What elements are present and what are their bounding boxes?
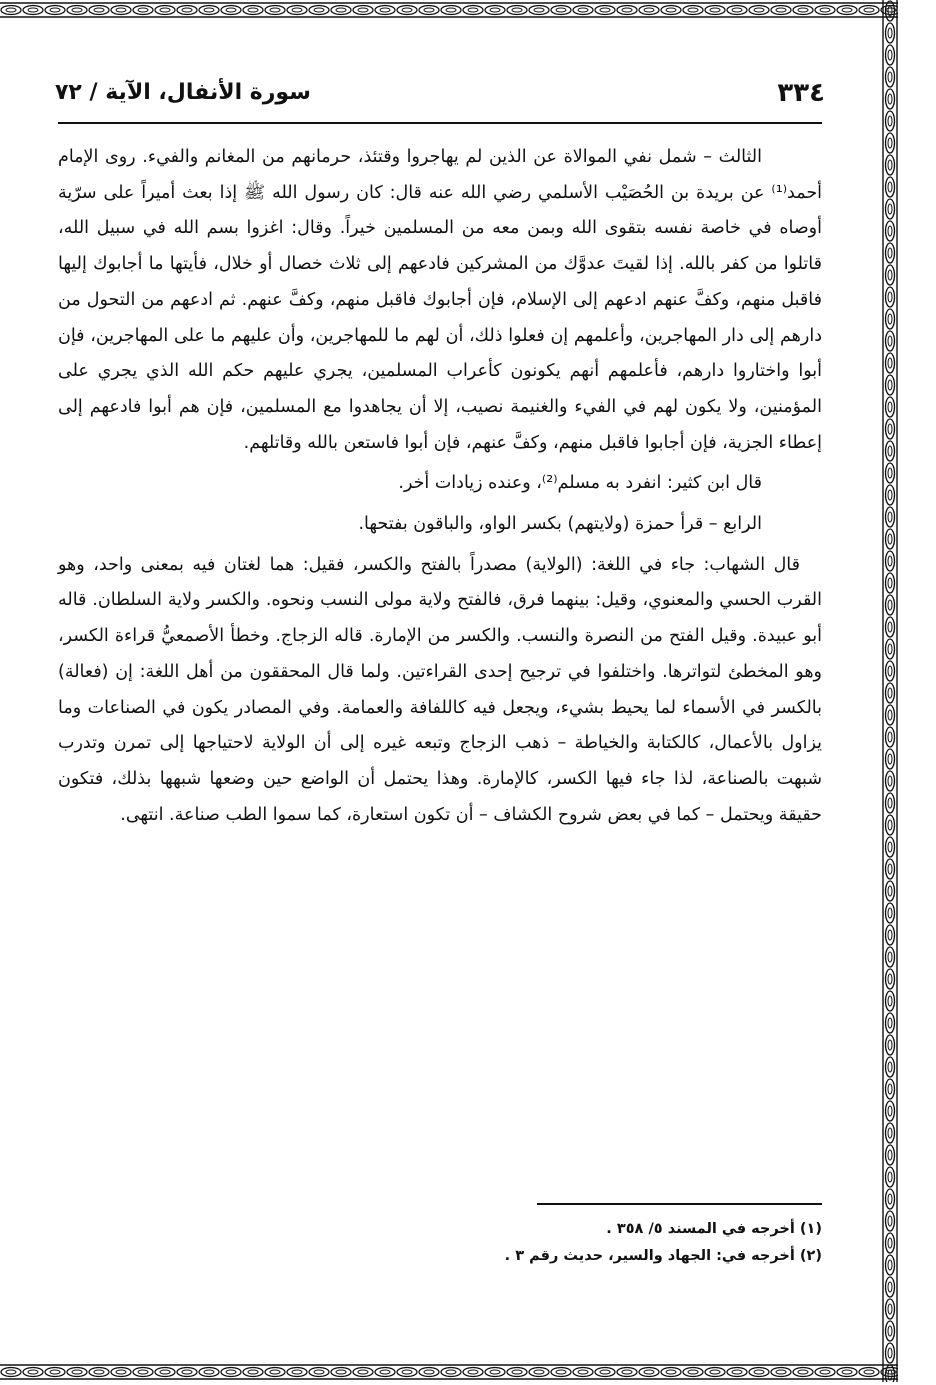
footnotes [58, 1216, 822, 1270]
paragraph-ibn-kathir: قال ابن كثير: انفرد به مسلم⁽²⁾، وعنده زيادات أخر. [398, 473, 762, 494]
footnote-2: (٢) أخرجه في: الجهاد والسير، حديث رقم ٣ . [504, 1248, 822, 1264]
running-title: سورة الأنفال، الآية / ٧٢ [55, 80, 311, 105]
header-rule [58, 122, 822, 124]
footnote-1: (١) أخرجه في المسند ٥/ ٣٥٨ . [606, 1221, 822, 1237]
ornamental-border-top [0, 0, 898, 20]
ornamental-border-bottom [0, 1362, 898, 1382]
paragraph-third-point: الثالث – شمل نفي الموالاة عن الذين لم يهاجروا وقتئذ، حرمانهم من المغانم والفيء. روى الإمام أحمد⁽¹⁾ عن بريدة بن الحُصَيْب الأسلمي رضي الله عنه قال: كان رسول الله ﷺ إذا بعث أميراً على سرّية أوصاه في خاصة نفسه بتقوى الله وبمن معه من المسلمين خيراً. وقال: اغزوا بسم الله في سبيل الله، قاتلوا من كفر بالله. إذا لقيتَ عدوَّك من المشركين فادعهم إلى ثلاث خصال أو خلال، فأيتها ما أجابوك إليها فاقبل منهم، وكفَّ عنهم ادعهم إلى الإسلام، فإن أجابوك فاقبل منهم، وكفَّ عنهم. ثم ادعهم من التحول من دارهم إلى دار المهاجرين، وأعلمهم إن فعلوا ذلك، أن لهم ما للمهاجرين، وأن عليهم ما على المهاجرين، فإن أبوا واختاروا دارهم، فأعلمهم أنهم يكونون كأعراب المسلمين، يجري عليهم حكم الله الذي يجري على المؤمنين، ولا يكون لهم في الفيء والغنيمة نصيب، إلا أن يجاهدوا مع المسلمين، فإن هم أبوا فادعهم إلى إعطاء الجزية، فإن أجابوا فاقبل منهم، وكفَّ عنهم، فإن أبوا فاستعن بالله وقاتلهم. [58, 147, 822, 453]
page-number: ٣٣٤ [777, 78, 825, 108]
page-header [55, 78, 825, 118]
footnote-rule [537, 1203, 822, 1205]
paragraph-shihab: قال الشهاب: جاء في اللغة: (الولاية) مصدراً بالفتح والكسر، فقيل: هما لغتان فيه بمعنى واحد، وهو القرب الحسي والمعنوي، وقيل: بينهما فرق، فالفتح ولاية مولى النسب ونحوه. والكسر ولاية السلطان. قاله أبو عبيدة. وقيل الفتح من النصرة والنسب. والكسر من الإمارة. قاله الزجاج. وخطأ الأصمعيُّ قراءة الكسر، وهو المخطئ لتواترها. واختلفوا في ترجيح إحدى القراءتين. ولما قال المحققون من أهل اللغة: إن (فعالة) بالكسر في الأسماء لما يحيط بشيء، ويجعل فيه كاللفافة والعمامة. وفي المصادر يكون في الصناعات وما يزاول بالأعمال، كالكتابة والخياطة – ذهب الزجاج وتبعه غيره إلى أن الولاية لاحتياجها إلى تمرن وتدرب شبهت بالصناعة، لذا جاء فيها الكسر، كالإمارة. وهذا يحتمل أن الواضع حين وضعها شبهها بذلك، فتكون حقيقة ويحتمل – كما في بعض شروح الكشاف – أن تكون استعارة، كما سموا الطب صناعة. انتهى. [58, 554, 822, 825]
main-text [58, 140, 822, 833]
paragraph-fourth-point: الرابع – قرأ حمزة (ولايتهم) بكسر الواو، والباقون بفتحها. [358, 514, 762, 535]
ornamental-border-right [880, 0, 900, 1382]
